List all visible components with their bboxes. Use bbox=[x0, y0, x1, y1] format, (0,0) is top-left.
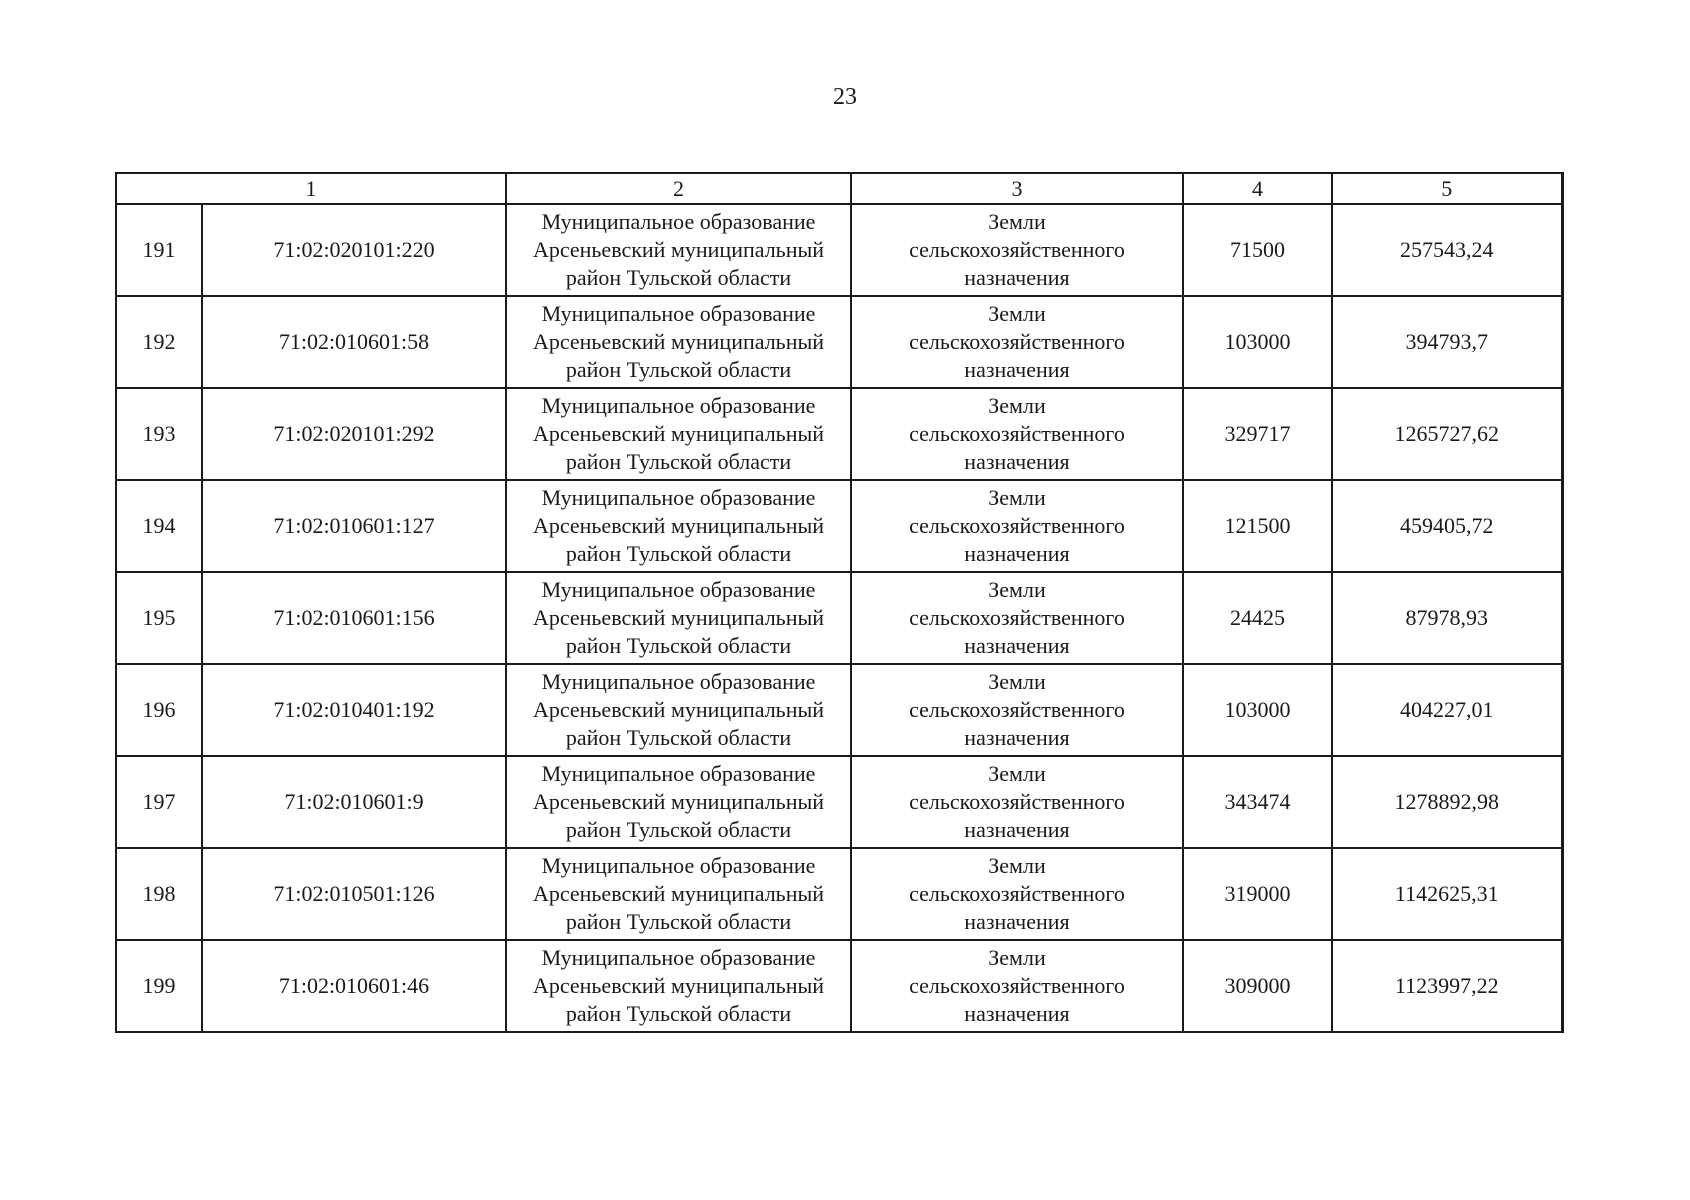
row-number-cell: 192 bbox=[116, 296, 202, 388]
land-category-cell bbox=[851, 664, 1183, 756]
table-body bbox=[116, 204, 1562, 1032]
owner-cell-line: Муниципальное образование bbox=[541, 209, 816, 234]
owner-cell bbox=[506, 848, 851, 940]
column-header-5: 5 bbox=[1332, 173, 1562, 204]
cadastral-value-cell: 1278892,98 bbox=[1332, 756, 1562, 848]
land-category-cell-line: сельскохозяйственного bbox=[909, 881, 1125, 906]
owner-cell-line: Арсеньевский муниципальный bbox=[532, 697, 825, 722]
cadastral-value-cell: 404227,01 bbox=[1332, 664, 1562, 756]
land-category-cell-line: Земли bbox=[988, 577, 1046, 602]
land-category-cell-line: сельскохозяйственного bbox=[909, 605, 1125, 630]
land-category-cell-line: назначения bbox=[964, 725, 1070, 750]
land-category-cell-line: сельскохозяйственного bbox=[909, 513, 1125, 538]
owner-cell-line: Муниципальное образование bbox=[541, 577, 816, 602]
land-plots-table bbox=[115, 172, 1564, 1033]
owner-cell-line: район Тульской области bbox=[565, 541, 792, 566]
row-number-cell: 191 bbox=[116, 204, 202, 296]
land-category-cell bbox=[851, 848, 1183, 940]
area-cell: 309000 bbox=[1183, 940, 1332, 1032]
owner-cell-line: Муниципальное образование bbox=[541, 393, 816, 418]
land-category-cell-line: сельскохозяйственного bbox=[909, 973, 1125, 998]
owner-cell-line: район Тульской области bbox=[565, 1001, 792, 1026]
land-category-cell-line: назначения bbox=[964, 909, 1070, 934]
owner-cell-line: Арсеньевский муниципальный bbox=[532, 421, 825, 446]
owner-cell-line: район Тульской области bbox=[565, 265, 792, 290]
area-cell: 329717 bbox=[1183, 388, 1332, 480]
land-category-cell-line: Земли bbox=[988, 393, 1046, 418]
land-category-cell-line: Земли bbox=[988, 669, 1046, 694]
cadastral-value-cell: 87978,93 bbox=[1332, 572, 1562, 664]
land-category-cell-line: назначения bbox=[964, 633, 1070, 658]
owner-cell-line: Муниципальное образование bbox=[541, 669, 816, 694]
owner-cell-line: Арсеньевский муниципальный bbox=[532, 973, 825, 998]
column-header-4: 4 bbox=[1183, 173, 1332, 204]
owner-cell-line: Арсеньевский муниципальный bbox=[532, 605, 825, 630]
row-number-cell: 196 bbox=[116, 664, 202, 756]
land-category-cell-line: Земли bbox=[988, 209, 1046, 234]
table-row bbox=[116, 756, 1562, 848]
land-category-cell-line: назначения bbox=[964, 817, 1070, 842]
land-category-cell-line: Земли bbox=[988, 301, 1046, 326]
land-category-cell bbox=[851, 480, 1183, 572]
cadastral-number-cell: 71:02:020101:220 bbox=[202, 204, 506, 296]
land-category-cell-line: назначения bbox=[964, 449, 1070, 474]
area-cell: 343474 bbox=[1183, 756, 1332, 848]
row-number-cell: 197 bbox=[116, 756, 202, 848]
page-number: 23 bbox=[833, 84, 857, 110]
column-header-2: 2 bbox=[506, 173, 851, 204]
cadastral-value-cell: 459405,72 bbox=[1332, 480, 1562, 572]
land-category-cell-line: назначения bbox=[964, 265, 1070, 290]
owner-cell-line: район Тульской области bbox=[565, 725, 792, 750]
owner-cell bbox=[506, 204, 851, 296]
area-cell: 103000 bbox=[1183, 664, 1332, 756]
land-category-cell-line: назначения bbox=[964, 1001, 1070, 1026]
owner-cell-line: Муниципальное образование bbox=[541, 853, 816, 878]
table-row bbox=[116, 204, 1562, 296]
owner-cell bbox=[506, 388, 851, 480]
owner-cell-line: Арсеньевский муниципальный bbox=[532, 329, 825, 354]
land-category-cell-line: назначения bbox=[964, 541, 1070, 566]
column-header-1: 1 bbox=[116, 173, 506, 204]
land-category-cell bbox=[851, 572, 1183, 664]
cadastral-number-cell: 71:02:010501:126 bbox=[202, 848, 506, 940]
table-header-row bbox=[116, 173, 1562, 204]
owner-cell bbox=[506, 296, 851, 388]
owner-cell-line: район Тульской области bbox=[565, 633, 792, 658]
owner-cell bbox=[506, 572, 851, 664]
owner-cell-line: Муниципальное образование bbox=[541, 945, 816, 970]
table-row bbox=[116, 572, 1562, 664]
land-category-cell-line: Земли bbox=[988, 853, 1046, 878]
area-cell: 121500 bbox=[1183, 480, 1332, 572]
cadastral-value-cell: 1123997,22 bbox=[1332, 940, 1562, 1032]
owner-cell-line: Арсеньевский муниципальный bbox=[532, 789, 825, 814]
owner-cell bbox=[506, 480, 851, 572]
cadastral-value-cell: 1265727,62 bbox=[1332, 388, 1562, 480]
area-cell: 24425 bbox=[1183, 572, 1332, 664]
cadastral-number-cell: 71:02:010601:46 bbox=[202, 940, 506, 1032]
row-number-cell: 194 bbox=[116, 480, 202, 572]
table-row bbox=[116, 296, 1562, 388]
table-row bbox=[116, 664, 1562, 756]
land-category-cell bbox=[851, 296, 1183, 388]
row-number-cell: 195 bbox=[116, 572, 202, 664]
land-category-cell-line: сельскохозяйственного bbox=[909, 697, 1125, 722]
table-row bbox=[116, 940, 1562, 1032]
cadastral-value-cell: 1142625,31 bbox=[1332, 848, 1562, 940]
area-cell: 319000 bbox=[1183, 848, 1332, 940]
column-header-3: 3 bbox=[851, 173, 1183, 204]
owner-cell bbox=[506, 664, 851, 756]
land-category-cell-line: сельскохозяйственного bbox=[909, 789, 1125, 814]
owner-cell-line: район Тульской области bbox=[565, 357, 792, 382]
land-category-cell-line: сельскохозяйственного bbox=[909, 421, 1125, 446]
table-row bbox=[116, 388, 1562, 480]
land-category-cell-line: Земли bbox=[988, 761, 1046, 786]
land-category-cell-line: Земли bbox=[988, 485, 1046, 510]
owner-cell-line: Арсеньевский муниципальный bbox=[532, 237, 825, 262]
cadastral-number-cell: 71:02:010601:156 bbox=[202, 572, 506, 664]
row-number-cell: 193 bbox=[116, 388, 202, 480]
owner-cell-line: Арсеньевский муниципальный bbox=[532, 881, 825, 906]
owner-cell-line: Муниципальное образование bbox=[541, 301, 816, 326]
land-category-cell bbox=[851, 940, 1183, 1032]
table-row bbox=[116, 848, 1562, 940]
land-category-cell bbox=[851, 756, 1183, 848]
table-row bbox=[116, 480, 1562, 572]
row-number-cell: 198 bbox=[116, 848, 202, 940]
land-category-cell-line: назначения bbox=[964, 357, 1070, 382]
land-category-cell-line: Земли bbox=[988, 945, 1046, 970]
cadastral-value-cell: 257543,24 bbox=[1332, 204, 1562, 296]
cadastral-number-cell: 71:02:010601:58 bbox=[202, 296, 506, 388]
cadastral-value-cell: 394793,7 bbox=[1332, 296, 1562, 388]
owner-cell-line: Муниципальное образование bbox=[541, 485, 816, 510]
owner-cell bbox=[506, 940, 851, 1032]
cadastral-number-cell: 71:02:020101:292 bbox=[202, 388, 506, 480]
land-category-cell-line: сельскохозяйственного bbox=[909, 237, 1125, 262]
area-cell: 71500 bbox=[1183, 204, 1332, 296]
owner-cell-line: Арсеньевский муниципальный bbox=[532, 513, 825, 538]
owner-cell-line: район Тульской области bbox=[565, 817, 792, 842]
cadastral-number-cell: 71:02:010601:9 bbox=[202, 756, 506, 848]
area-cell: 103000 bbox=[1183, 296, 1332, 388]
owner-cell bbox=[506, 756, 851, 848]
owner-cell-line: район Тульской области bbox=[565, 909, 792, 934]
owner-cell-line: Муниципальное образование bbox=[541, 761, 816, 786]
cadastral-number-cell: 71:02:010601:127 bbox=[202, 480, 506, 572]
row-number-cell: 199 bbox=[116, 940, 202, 1032]
cadastral-number-cell: 71:02:010401:192 bbox=[202, 664, 506, 756]
land-category-cell bbox=[851, 388, 1183, 480]
owner-cell-line: район Тульской области bbox=[565, 449, 792, 474]
land-category-cell bbox=[851, 204, 1183, 296]
land-category-cell-line: сельскохозяйственного bbox=[909, 329, 1125, 354]
